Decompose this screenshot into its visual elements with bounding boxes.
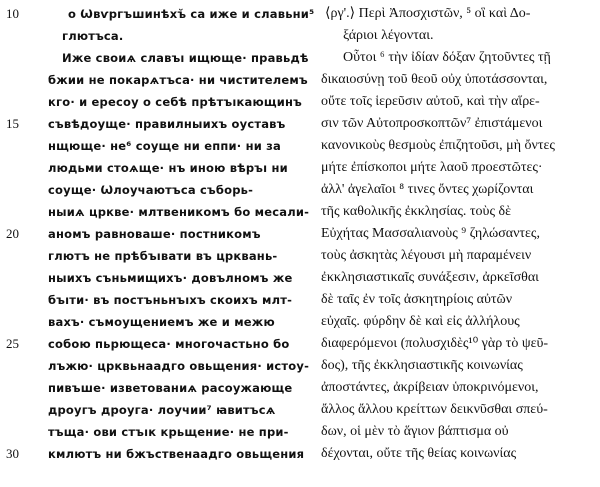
text-line — [315, 244, 600, 268]
line-text: вахъ· съмоущениемъ же и межю — [48, 315, 275, 329]
text-line — [315, 354, 600, 378]
text-line — [315, 178, 600, 202]
line-text: ныиѧ цркве· млтвеникомъ бо месали- — [48, 205, 310, 219]
line-text: δέχονται, οὔτε τῆς θείας κοινωνίας — [321, 446, 517, 461]
text-line — [315, 46, 600, 70]
text-line — [0, 354, 315, 378]
text-line — [315, 90, 600, 114]
line-text: аномъ равноваше· постникомъ — [48, 227, 261, 241]
text-line — [0, 24, 315, 48]
text-line — [0, 398, 315, 422]
line-number: 25 — [6, 336, 19, 351]
line-text: δος), τῆς ἐκκλησιαστικῆς κοινωνίας — [321, 358, 523, 373]
text-line — [315, 134, 600, 158]
text-line — [0, 112, 315, 136]
line-text: Иже своиѧ славъı ищюще· правьдѣ — [62, 51, 309, 65]
line-text: τοὺς ἀσκητὰς λέγουσι μὴ παραμένειν — [321, 248, 532, 263]
line-text: δὲ ταῖς ἐν τοῖς ἀσκητηρίοις αὐτῶν — [321, 292, 513, 307]
text-line — [315, 266, 600, 290]
line-text: δικαιοσύνῃ τοῦ θεοῦ οὐχ ὑποτάσσονται, — [321, 72, 548, 87]
text-line — [0, 332, 315, 356]
text-line — [315, 112, 600, 136]
line-text: бъıти· въ постъньнъıхъ скоихъ млт- — [48, 293, 293, 307]
text-line — [315, 442, 600, 466]
line-text: пивъше· изветованиѧ расоужающе — [48, 381, 293, 395]
text-line — [315, 68, 600, 92]
text-line — [0, 200, 315, 224]
line-text: кго· и ересоу о себѣ прѣтъıкающинъ — [48, 95, 303, 109]
text-line — [0, 156, 315, 180]
text-line — [0, 310, 315, 334]
text-line — [0, 2, 315, 26]
text-line — [315, 420, 600, 444]
line-text: δων, οἱ μὲν τὸ ἅγιον βάπτισμα οὐ — [321, 424, 509, 439]
line-number: 30 — [6, 446, 19, 461]
line-text: дроугъ дроуга· лоучии⁷ ꙗвитъсѧ — [48, 403, 276, 417]
text-line — [315, 222, 600, 246]
line-text: σιν τῶν Αὐτοπροσκοπτῶν⁷ ἐπιστάμενοι — [321, 116, 543, 131]
line-text: ἀλλ' ἀγελαῖοι ⁸ τινες ὄντες χωρίζονται — [321, 182, 534, 197]
line-number: 20 — [6, 226, 19, 241]
text-line — [315, 310, 600, 334]
line-text: κανονικοὺς θεσμοὺς ἐπιζητοῦσι, μὴ ὄντες — [321, 138, 555, 153]
text-line — [0, 134, 315, 158]
text-line — [315, 398, 600, 422]
section-heading-greek: ⟨ργ'.⟩ Περὶ Ἀποσχιστῶν, ⁵ οἳ καὶ Δο- — [325, 6, 531, 21]
line-text: ἐκκλησιαστικαῖς συνάξεσιν, ἀρκεῖσθαι — [321, 270, 539, 285]
line-text: соуще· Ѡлоучаютъса съборь- — [48, 183, 254, 197]
line-text: Εὐχήτας Μασσαλιανοὺς ⁹ ζηλώσαντες, — [321, 226, 540, 241]
text-line — [0, 68, 315, 92]
line-text: людьми стоѧще· нъ иною вѣръı ни — [48, 161, 288, 175]
text-line — [0, 266, 315, 290]
line-text: τῆς καθολικῆς ἐκκλησίας. τοὺς δὲ — [321, 204, 512, 219]
line-text: εὐχαῖς. φύρδην δὲ καὶ εἰς ἀλλήλους — [321, 314, 520, 329]
line-text: ἀποστάντες, ἀκρίβειαν ὑποκρινόμενοι, — [321, 380, 539, 395]
text-line — [0, 288, 315, 312]
text-line — [315, 288, 600, 312]
line-text: διαφερόμενοι (πολυσχιδὲς¹⁰ γὰρ τὸ ψεῦ- — [321, 336, 549, 351]
line-number: 10 — [6, 6, 19, 21]
section-heading-slavonic-cont: глютъса. — [62, 29, 124, 43]
line-text: μήτε ἐπίσκοποι μήτε λαοῦ προεστῶτες· — [321, 160, 543, 175]
line-text: нщюще· не⁶ соуще ни еппи· ни за — [48, 139, 282, 153]
text-line — [315, 200, 600, 224]
text-line — [315, 332, 600, 356]
section-heading-greek-cont: ξάριοι λέγονται. — [343, 28, 434, 43]
text-line — [315, 2, 600, 26]
text-line — [0, 178, 315, 202]
text-line — [315, 156, 600, 180]
text-line — [0, 244, 315, 268]
line-text: Οὗτοι ⁶ τὴν ἰδίαν δόξαν ζητοῦντες τῇ — [343, 50, 551, 65]
text-line — [0, 222, 315, 246]
line-text: лъжю· црквьнаадго овьщения· истоу- — [48, 359, 310, 373]
text-line — [0, 376, 315, 400]
text-line — [0, 420, 315, 444]
text-line — [0, 90, 315, 114]
line-text: собою пьрющеса· многочастьно бо — [48, 337, 290, 351]
line-text: бжии не покарѧтъса· ни чистителемъ — [48, 73, 308, 87]
section-heading-slavonic: о Ѡвѵргъшинѣхъ̆ са иже и славьни⁵ — [68, 7, 315, 21]
line-text: οὔτε τοῖς ἱερεῦσιν αὐτοῦ, καὶ τὴν αἵρε- — [321, 94, 540, 109]
text-line — [315, 24, 600, 48]
line-text: съвѣдоуще· правилныихъ оуставъ — [48, 117, 286, 131]
line-text: кмлютъ ни бжъственаадго овьщения — [48, 447, 305, 461]
text-line — [315, 376, 600, 400]
text-line — [0, 442, 315, 466]
line-text: ἄλλος ἄλλου κρείττων δεικνῦσθαι σπεύ- — [321, 402, 548, 417]
line-text: ныихъ съньмищихъ· довълномъ же — [48, 271, 293, 285]
text-line — [0, 46, 315, 70]
line-number: 15 — [6, 116, 19, 131]
line-text: глютъ не прѣбъıвати въ црквань- — [48, 249, 278, 263]
line-text: тъща· ови стъıк крьщение· не при- — [48, 425, 289, 439]
